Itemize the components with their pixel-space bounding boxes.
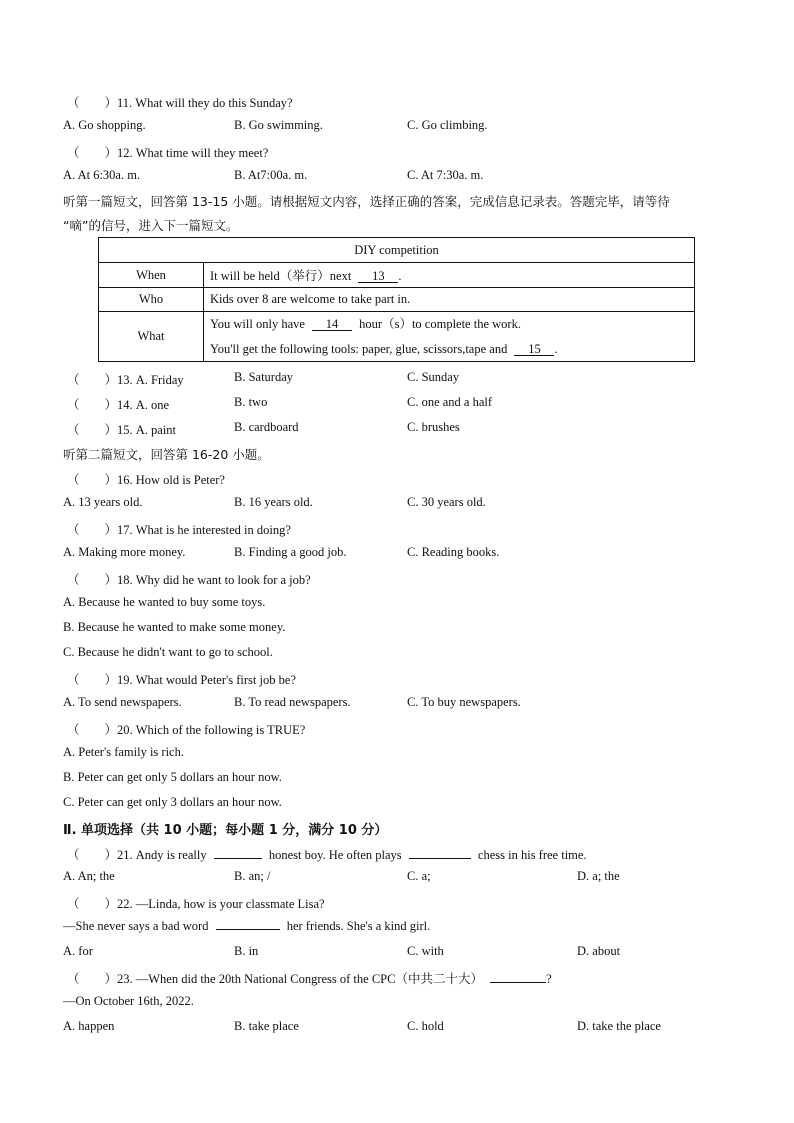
- q23-option-a: A. happen: [63, 1019, 115, 1033]
- q23-option-b: B. take place: [234, 1019, 299, 1033]
- question-11-stem: （ ）11. What will they do this Sunday?: [67, 96, 293, 110]
- question-21-stem: [67, 845, 587, 863]
- q19-option-c: C. To buy newspapers.: [407, 695, 521, 709]
- q22-reply-b: her friends. She's a kind girl.: [286, 919, 431, 933]
- question-17-stem: （ ）17. What is he interested in doing?: [67, 523, 291, 537]
- q21-option-d: D. a; the: [577, 869, 620, 883]
- question-20-stem: （ ）20. Which of the following is TRUE?: [67, 723, 306, 737]
- question-19-stem: （ ）19. What would Peter's first job be?: [67, 673, 296, 687]
- question-15-stem: （ ）15. A. paint: [67, 423, 177, 437]
- question-23-stem: [67, 969, 552, 987]
- q21-option-b: B. an; /: [234, 869, 271, 883]
- q13-option-c: C. Sunday: [407, 370, 460, 384]
- q18-option-a: A. Because he wanted to buy some toys.: [63, 595, 266, 609]
- q16-option-b: B. 16 years old.: [234, 495, 313, 509]
- q21-blank-2: [409, 858, 471, 859]
- q22-blank: [216, 929, 280, 930]
- question-13-stem: （ ）13. A. Friday: [67, 373, 184, 387]
- q16-option-a: A. 13 years old.: [63, 495, 143, 509]
- q22-option-a: A. for: [63, 944, 93, 958]
- q20-option-b: B. Peter can get only 5 dollars an hour now.: [63, 770, 282, 784]
- q13-option-b: B. Saturday: [234, 370, 294, 384]
- q22-reply-a: —She never says a bad word: [63, 919, 209, 933]
- question-12-stem: （ ）12. What time will they meet?: [67, 146, 269, 160]
- row-label-when: When: [99, 263, 204, 288]
- q14-option-c: C. one and a half: [407, 395, 493, 409]
- what-text-1b: hour（s）to complete the work.: [359, 317, 521, 331]
- question-22-stem: （ ）22. —Linda, how is your classmate Lisa?: [67, 897, 325, 911]
- row-label-who: Who: [99, 288, 204, 312]
- question-18-stem: （ ）18. Why did he want to look for a job?: [67, 573, 311, 587]
- what-text-1a: You will only have: [210, 317, 305, 331]
- question-14-stem: （ ）14. A. one: [67, 398, 170, 412]
- q20-option-c: C. Peter can get only 3 dollars an hour now.: [63, 795, 282, 809]
- q12-option-c: C. At 7:30a. m.: [407, 168, 484, 182]
- q18-option-b: B. Because he wanted to make some money.: [63, 620, 286, 634]
- passage1-instruction-line2: “嘀”的信号，进入下一篇短文。: [63, 218, 239, 233]
- q22-reply: [63, 919, 430, 934]
- blank-14: 14: [312, 318, 352, 331]
- blank-13: 13: [358, 270, 398, 283]
- q23-reply: —On October 16th, 2022.: [63, 994, 194, 1008]
- q21-option-a: A. An; the: [63, 869, 115, 883]
- q21-stem-b: honest boy. He often plays: [268, 848, 402, 862]
- q23-stem-text: （ ）23. —When did the 20th National Congress of the CPC（中共二十大）: [67, 972, 483, 986]
- what-text-2: You'll get the following tools: paper, glue, scissors,tape and: [210, 342, 508, 356]
- diy-info-table: [98, 237, 695, 362]
- when-text: It will be held（举行）next: [210, 269, 352, 283]
- q12-option-a: A. At 6:30a. m.: [63, 168, 141, 182]
- q23-stem-end: ?: [546, 972, 552, 986]
- passage1-instruction-line1: 听第一篇短文，回答第 13-15 小题。请根据短文内容，选择正确的答案，完成信息记录表。答题完毕，请等待: [63, 194, 670, 209]
- q15-option-b: B. cardboard: [234, 420, 299, 434]
- q21-stem-a: （ ）21. Andy is really: [67, 848, 207, 862]
- row-value-when: It will be held（举行）next 13 .: [204, 263, 695, 288]
- row-value-what: You will only have 14 hour（s）to complete the work. You'll get the following tools: paper, glue, scissors,tape and 15 .: [204, 312, 695, 362]
- q11-option-c: C. Go climbing.: [407, 118, 488, 132]
- q16-option-c: C. 30 years old.: [407, 495, 486, 509]
- q15-option-c: C. brushes: [407, 420, 460, 434]
- q20-option-a: A. Peter's family is rich.: [63, 745, 184, 759]
- q17-option-a: A. Making more money.: [63, 545, 186, 559]
- q23-blank: [490, 982, 546, 983]
- q12-option-b: B. At7:00a. m.: [234, 168, 308, 182]
- q19-option-b: B. To read newspapers.: [234, 695, 351, 709]
- q22-option-b: B. in: [234, 944, 259, 958]
- blank-15: 15: [514, 343, 554, 356]
- table-title: DIY competition: [99, 238, 695, 263]
- section-2-title: Ⅱ. 单项选择（共 10 小题；每小题 1 分，满分 10 分）: [63, 823, 388, 838]
- q17-option-c: C. Reading books.: [407, 545, 500, 559]
- question-16-stem: （ ）16. How old is Peter?: [67, 473, 225, 487]
- q21-option-c: C. a;: [407, 869, 431, 883]
- q21-blank-1: [214, 858, 262, 859]
- q19-option-a: A. To send newspapers.: [63, 695, 182, 709]
- q11-option-a: A. Go shopping.: [63, 118, 146, 132]
- q22-option-d: D. about: [577, 944, 621, 958]
- passage2-instruction: 听第二篇短文，回答第 16-20 小题。: [63, 447, 270, 462]
- q11-option-b: B. Go swimming.: [234, 118, 323, 132]
- q23-option-d: D. take the place: [577, 1019, 661, 1033]
- q21-stem-c: chess in his free time.: [477, 848, 587, 862]
- row-value-who: Kids over 8 are welcome to take part in.: [204, 288, 695, 312]
- q18-option-c: C. Because he didn't want to go to school.: [63, 645, 273, 659]
- q14-option-b: B. two: [234, 395, 268, 409]
- row-label-what: What: [99, 312, 204, 362]
- q23-option-c: C. hold: [407, 1019, 444, 1033]
- q22-option-c: C. with: [407, 944, 444, 958]
- q17-option-b: B. Finding a good job.: [234, 545, 347, 559]
